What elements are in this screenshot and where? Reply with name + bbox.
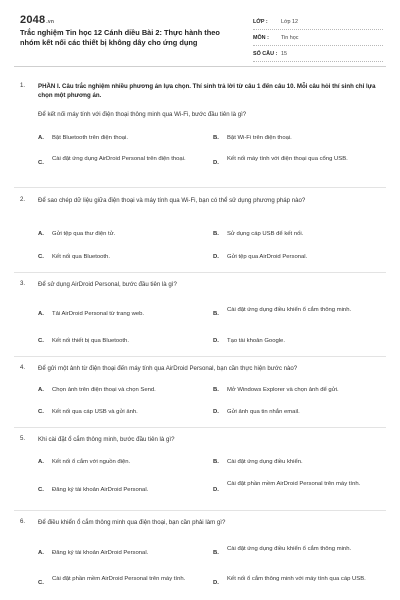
option-letter: D.: [213, 487, 219, 493]
question-number: 4.: [20, 364, 26, 371]
option-text: Tải AirDroid Personal từ trang web.: [52, 311, 145, 317]
question-number: 1.: [20, 82, 26, 89]
option-text: Kết nối qua cáp USB và gửi ảnh.: [52, 409, 138, 415]
question-divider: [14, 427, 386, 428]
meta-info: [253, 14, 383, 62]
question-divider: [14, 187, 386, 188]
question-divider: [14, 272, 386, 273]
option-letter: D.: [213, 338, 219, 344]
option-text: Kết nối ổ cắm với nguồn điện.: [52, 459, 131, 465]
option-letter: D.: [213, 254, 219, 260]
option-text: Cài đặt ứng dụng điều khiển.: [227, 459, 303, 465]
meta-value: Tin học: [281, 34, 299, 41]
question-number: 3.: [20, 280, 26, 287]
option-text: Gửi tệp qua thư điện tử.: [52, 231, 116, 237]
question-number: 5.: [20, 435, 26, 442]
option-letter: B.: [213, 459, 219, 465]
option-text: Cài đặt phần mềm AirDroid Personal trên máy tính.: [52, 576, 186, 582]
question-text: Để sao chép dữ liệu giữa điện thoại và máy tính qua Wi-Fi, bạn có thể sử dụng phương pháp nào?: [38, 197, 306, 204]
option-letter: B.: [213, 311, 219, 317]
option-letter: C.: [38, 580, 44, 586]
question-number: 2.: [20, 196, 26, 203]
option-letter: B.: [213, 387, 219, 393]
question-text: Để kết nối máy tính với điện thoại thông minh qua Wi-Fi, bước đầu tiên là gì?: [38, 111, 247, 118]
site-logo[interactable]: [20, 14, 54, 26]
option-letter: B.: [213, 550, 219, 556]
meta-label: LỚP :: [253, 18, 268, 25]
meta-label: MÔN :: [253, 34, 269, 41]
question-text: Để điều khiển ổ cắm thông minh qua điện thoại, bạn cần phải làm gì?: [38, 519, 226, 526]
question-text: Để gửi một ảnh từ điện thoại đến máy tính qua AirDroid Personal, bạn cần thực hiện bước nào?: [38, 365, 298, 372]
document-title: Trắc nghiệm Tin học 12 Cánh diều Bài 2: Thực hành theo nhóm kết nối các thiết bị không dây cho ứng dụng: [20, 28, 220, 47]
option-letter: D.: [213, 580, 219, 586]
option-text: Kết nối qua Bluetooth.: [52, 254, 110, 260]
question-text: Khi cài đặt ổ cắm thông minh, bước đầu tiên là gì?: [38, 436, 175, 443]
option-letter: C.: [38, 409, 44, 415]
option-text: Kết nối máy tính với điện thoại qua cổng USB.: [227, 156, 348, 162]
option-text: Kết nối thiết bị qua Bluetooth.: [52, 338, 129, 344]
option-letter: B.: [213, 135, 219, 141]
logo-text: 2048: [20, 14, 46, 26]
option-letter: A.: [38, 459, 44, 465]
option-text: Tạo tài khoản Google.: [227, 338, 285, 344]
option-text: Cài đặt ứng dụng điều khiển ổ cắm thông minh.: [227, 307, 352, 313]
meta-value: 15: [281, 50, 287, 57]
option-letter: A.: [38, 231, 44, 237]
question-number: 6.: [20, 518, 26, 525]
option-text: Gửi tệp qua AirDroid Personal.: [227, 254, 308, 260]
option-letter: A.: [38, 387, 44, 393]
option-letter: D.: [213, 409, 219, 415]
option-letter: A.: [38, 550, 44, 556]
option-letter: C.: [38, 487, 44, 493]
logo-suffix: .vn: [46, 19, 55, 25]
meta-row-subject: [253, 30, 383, 46]
option-text: Sử dụng cáp USB để kết nối.: [227, 231, 304, 237]
question-divider: [14, 356, 386, 357]
option-letter: A.: [38, 311, 44, 317]
document-header: [0, 0, 400, 68]
option-text: Kết nối ổ cắm thông minh với máy tính qua cáp USB.: [227, 576, 366, 582]
option-letter: A.: [38, 135, 44, 141]
option-text: Bật Bluetooth trên điện thoại.: [52, 135, 128, 141]
option-letter: C.: [38, 254, 44, 260]
option-letter: C.: [38, 338, 44, 344]
meta-row-count: [253, 46, 383, 62]
option-letter: C.: [38, 160, 44, 166]
question-text: Để sử dụng AirDroid Personal, bước đầu tiên là gì?: [38, 281, 177, 288]
meta-label: SỐ CÂU :: [253, 50, 278, 57]
meta-row-class: [253, 14, 383, 30]
option-text: Mở Windows Explorer và chọn ảnh để gửi.: [227, 387, 339, 393]
section-instruction: PHẦN I. Câu trắc nghiệm nhiều phương án lựa chọn. Thí sinh trả lời từ câu 1 đến câu 10. Mỗi câu hỏi thí sinh chỉ lựa chọn một phương án.: [38, 83, 376, 100]
meta-value: Lớp 12: [281, 18, 299, 25]
option-text: Cài đặt ứng dụng điều khiển ổ cắm thông minh.: [227, 546, 352, 552]
option-letter: B.: [213, 231, 219, 237]
question-divider: [14, 510, 386, 511]
option-text: Cài đặt phần mềm AirDroid Personal trên máy tính.: [227, 481, 361, 487]
option-text: Bật Wi-Fi trên điện thoại.: [227, 135, 292, 141]
option-text: Đăng ký tài khoản AirDroid Personal.: [52, 487, 149, 493]
header-divider: [14, 66, 386, 67]
option-text: Cài đặt ứng dụng AirDroid Personal trên điện thoại.: [52, 156, 186, 162]
option-letter: D.: [213, 160, 219, 166]
option-text: Chọn ảnh trên điện thoại và chọn Send.: [52, 387, 156, 393]
option-text: Gửi ảnh qua tin nhắn email.: [227, 409, 300, 415]
option-text: Đăng ký tài khoản AirDroid Personal.: [52, 550, 149, 556]
